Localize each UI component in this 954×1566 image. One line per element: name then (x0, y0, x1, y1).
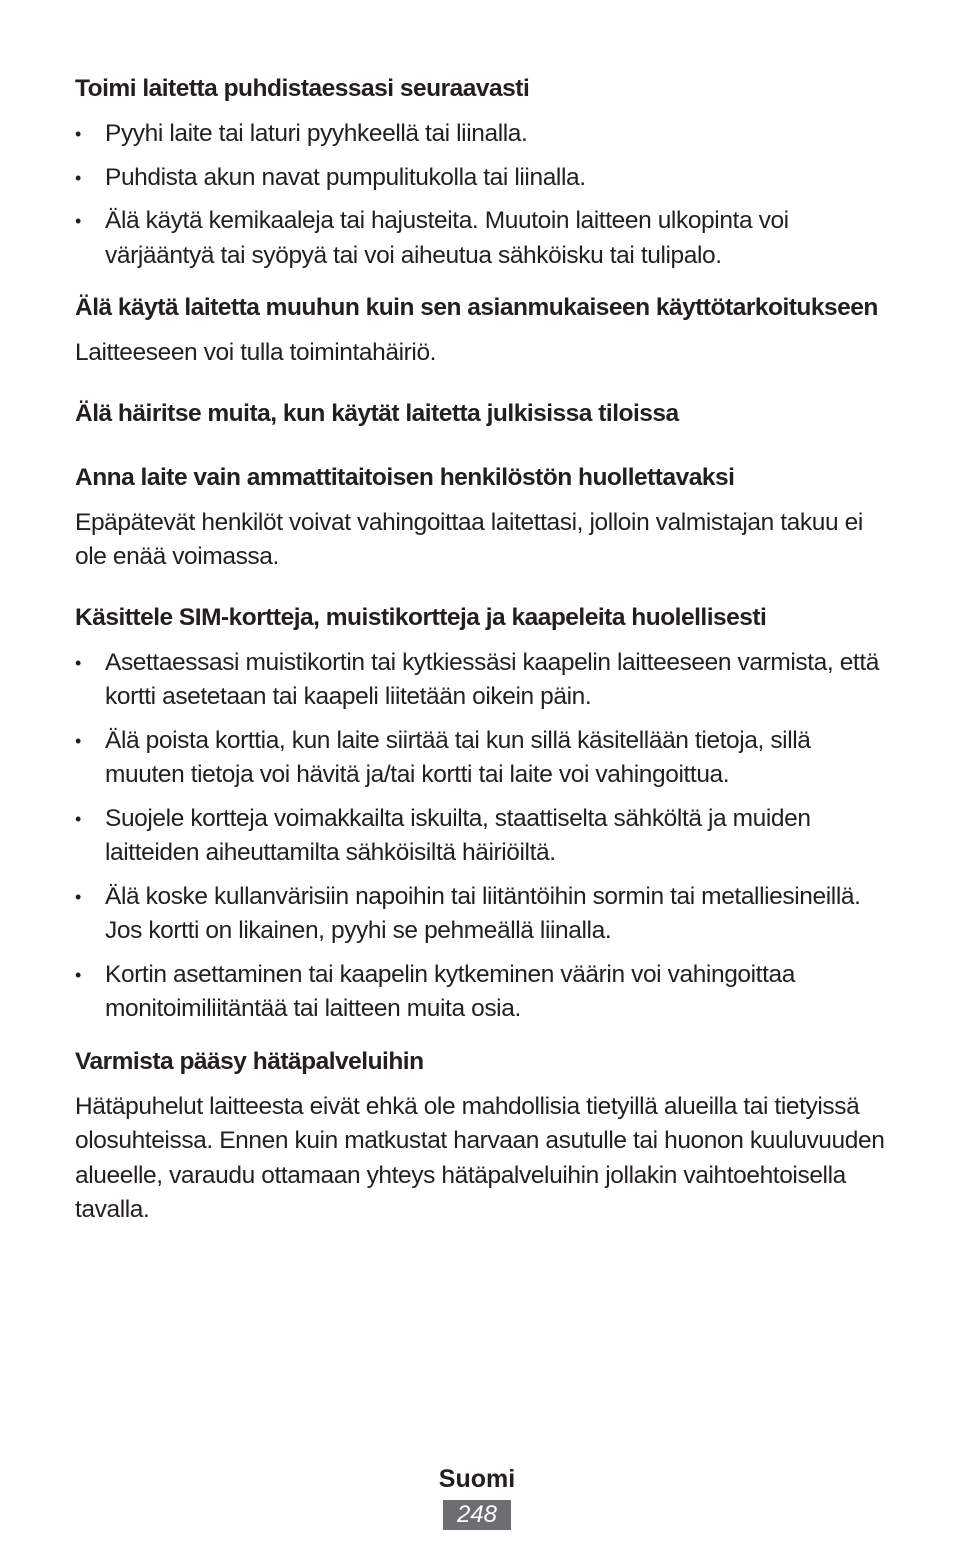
section-heading: Anna laite vain ammattitaitoisen henkilöstön huollettavaksi (75, 463, 735, 491)
list-item: • Älä poista korttia, kun laite siirtää tai kun sillä käsitellään tietoja, sillä muuten tietoja voi hävitä ja/tai kortti tai laite voi vahingoittua. (75, 724, 885, 793)
list-item: • Älä koske kullanvärisiin napoihin tai liitäntöihin sormin tai metalliesineillä. Jos kortti on likainen, pyyhi se pehmeällä liinalla. (75, 880, 885, 949)
section-emergency (75, 1045, 885, 1228)
section-intended-use (75, 291, 885, 371)
section-text: Laitteeseen voi tulla toimintahäiriö. (75, 339, 437, 366)
section-heading: Käsittele SIM-kortteja, muistikortteja ja kaapeleita huolellisesti (75, 603, 767, 631)
section-heading: Toimi laitetta puhdistaessasi seuraavasti (75, 75, 530, 102)
section-heading: Varmista pääsy hätäpalveluihin (75, 1047, 424, 1075)
list-item: • Suojele kortteja voimakkailta iskuilta, staattiselta sähköltä ja muiden laitteiden aiheuttamilta sähköisiltä häiriöiltä. (75, 802, 885, 871)
page-content (75, 72, 885, 1228)
section-heading: Älä häiritse muita, kun käytät laitetta julkisissa tiloissa (75, 399, 679, 427)
section-heading: Älä käytä laitetta muuhun kuin sen asianmukaiseen käyttötarkoitukseen (75, 294, 878, 321)
list-item: • Kortin asettaminen tai kaapelin kytkeminen väärin voi vahingoittaa monitoimiliitäntää tai laitteen muita osia. (75, 958, 885, 1027)
bullet-list (75, 646, 885, 1027)
footer-language: Suomi (438, 1465, 516, 1493)
section-service (75, 461, 885, 575)
list-item: • Asettaessasi muistikortin tai kytkiessäsi kaapelin laitteeseen varmista, että kortti asetetaan tai kaapeli liitetään oikein päin. (75, 646, 885, 715)
bullet-list (75, 117, 885, 273)
page-footer (0, 1462, 954, 1530)
list-item: • Puhdista akun navat pumpulitukolla tai liinalla. (75, 161, 885, 196)
section-public-places (75, 397, 885, 431)
section-cleaning (75, 72, 885, 273)
page-number-badge: 248 (443, 1500, 511, 1530)
list-item: • Älä käytä kemikaaleja tai hajusteita. Muutoin laitteen ulkopinta voi värjääntyä tai syöpyä tai voi aiheutua sähköisku tai tulipalo. (75, 204, 885, 273)
section-text: Hätäpuhelut laitteesta eivät ehkä ole mahdollisia tietyillä alueilla tai tietyissä olosuhteissa. Ennen kuin matkustat harvaan asutulle tai huonon kuuluvuuden alueelle, varaudu ottamaan yhteys hätäpalveluihin jollakin vaihtoehtoisella tavalla. (75, 1092, 885, 1223)
list-item: • Pyyhi laite tai laturi pyyhkeellä tai liinalla. (75, 117, 885, 152)
section-cards-cables (75, 601, 885, 1027)
section-text: Epäpätevät henkilöt voivat vahingoittaa laitettasi, jolloin valmistajan takuu ei ole enää voimassa. (75, 508, 863, 570)
